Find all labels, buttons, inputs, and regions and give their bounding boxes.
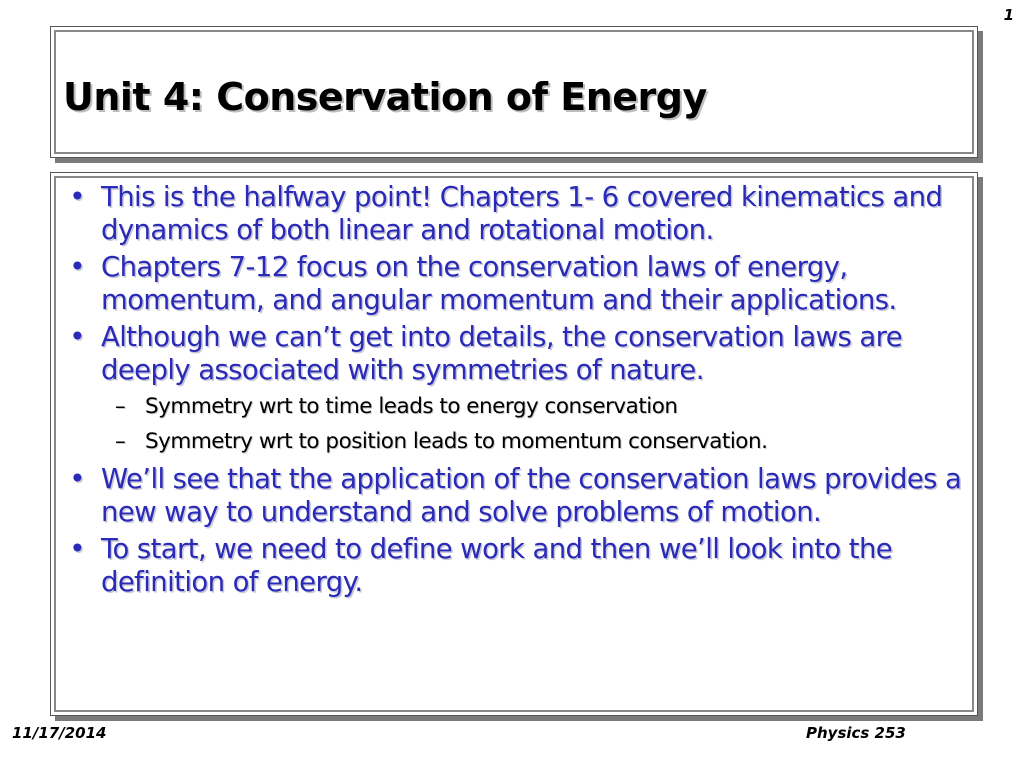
body-frame — [50, 172, 978, 716]
sub-bullet-item — [101, 424, 969, 459]
footer-course: Physics 253 — [806, 724, 906, 742]
frame-shadow — [978, 177, 983, 721]
bullet-item — [65, 533, 969, 599]
frame-shadow — [55, 716, 983, 721]
bullet-text: To start, we need to define work and then we’ll look into the definition of energy. — [101, 533, 893, 598]
bullet-icon: • — [69, 463, 85, 495]
bullet-icon: • — [69, 251, 85, 283]
page-number: 1 — [1003, 6, 1014, 24]
footer-date: 11/17/2014 — [12, 724, 107, 742]
bullet-item — [65, 463, 969, 529]
frame-shadow — [978, 31, 983, 163]
sub-bullet-list — [101, 389, 969, 459]
bullet-item — [65, 181, 969, 247]
bullet-text: We’ll see that the application of the conservation laws provides a new way to understand and solve problems of motion. — [101, 463, 962, 528]
bullet-icon: • — [69, 181, 85, 213]
bullet-list — [65, 181, 969, 603]
dash-icon: – — [115, 429, 126, 454]
slide-title: Unit 4: Conservation of Energy — [63, 75, 707, 119]
sub-bullet-text: Symmetry wrt to time leads to energy conservation — [145, 394, 678, 419]
bullet-icon: • — [69, 533, 85, 565]
dash-icon: – — [115, 394, 126, 419]
frame-shadow — [55, 158, 983, 163]
bullet-item — [65, 321, 969, 459]
bullet-text: Chapters 7-12 focus on the conservation laws of energy, momentum, and angular momentum and their applications. — [101, 251, 897, 316]
sub-bullet-text: Symmetry wrt to position leads to momentum conservation. — [145, 429, 768, 454]
sub-bullet-item — [101, 389, 969, 424]
bullet-icon: • — [69, 321, 85, 353]
title-frame — [50, 26, 978, 158]
bullet-text: This is the halfway point! Chapters 1- 6 covered kinematics and dynamics of both linear and rotational motion. — [101, 181, 943, 246]
bullet-text: Although we can’t get into details, the conservation laws are deeply associated with symmetries of nature. — [101, 321, 903, 386]
bullet-item — [65, 251, 969, 317]
